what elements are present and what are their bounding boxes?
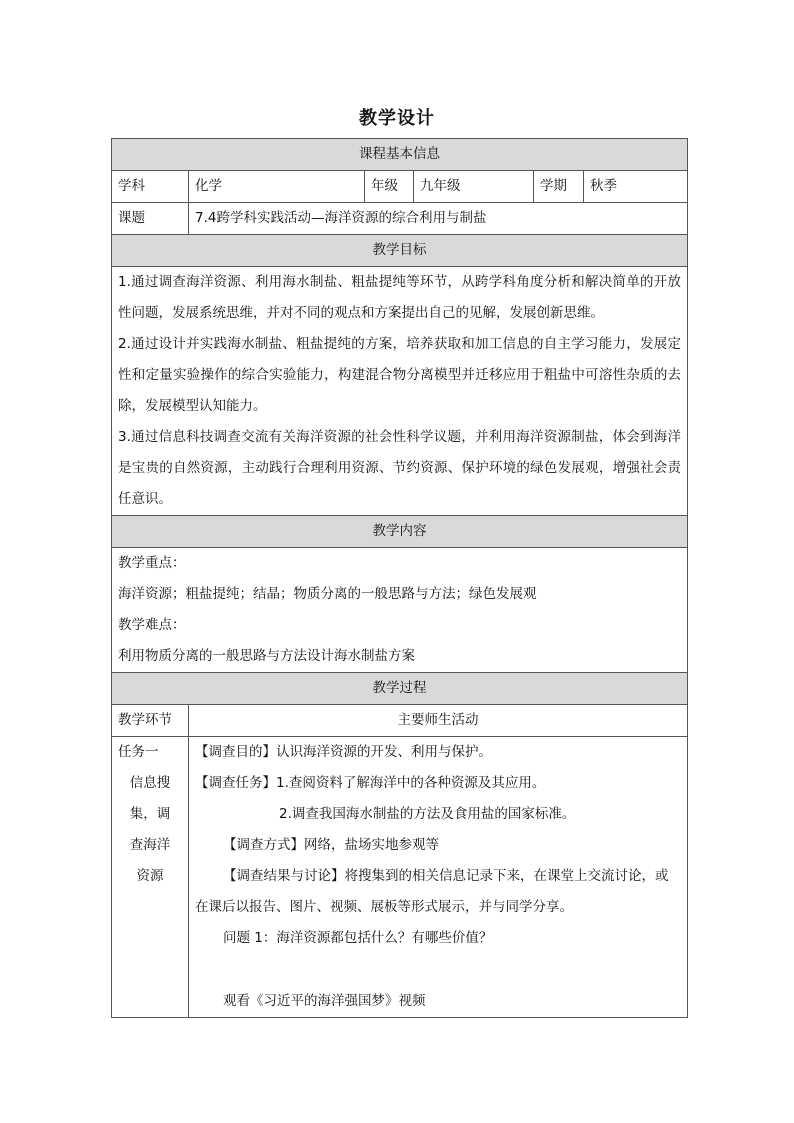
stage-name [118,737,182,892]
goal-item-1: 1.通过调查海洋资源、利用海水制盐、粗盐提纯等环节，从跨学科角度分析和解决简单的开放性问题，发展系统思维，并对不同的观点和方案提出自己的见解，发展创新思维。 [118,274,682,321]
topic-label: 课题 [112,203,189,235]
difficulty-text: 利用物质分离的一般思路与方法设计海水制盐方案 [118,648,415,664]
lesson-plan-table [111,138,688,1018]
subject-value: 化学 [189,171,365,203]
survey-purpose: 【调查目的】认识海洋资源的开发、利用与保护。 [195,744,492,760]
survey-result: 【调查结果与讨论】将搜集到的相关信息记录下来，在课堂上交流讨论，或在课后以报告、图片、视频、展板等形式展示，并与同学分享。 [195,868,669,915]
key-points-text: 海洋资源；粗盐提纯；结晶；物质分离的一般思路与方法；绿色发展观 [118,586,537,602]
key-points-label: 教学重点： [118,555,186,571]
difficulty-label: 教学难点： [118,617,186,633]
basic-info-header: 课程基本信息 [112,139,688,171]
video-note: 观看《习近平的海洋强国梦》视频 [223,993,426,1009]
activity-cell [189,737,688,1018]
goal-item-2: 2.通过设计并实践海水制盐、粗盐提纯的方案，培养获取和加工信息的自主学习能力，发展定性和定量实验操作的综合实验能力，构建混合物分离模型并迁移应用于粗盐中可溶性杂质的去除，发展模型认知能力。 [118,336,682,414]
goals-body [112,267,688,516]
process-col-activity: 主要师生活动 [189,705,688,737]
document-title: 教学设计 [359,108,435,129]
survey-method: 【调查方式】网络，盐场实地参观等 [223,837,439,853]
content-header: 教学内容 [112,516,688,548]
blank-space [195,954,681,986]
grade-label: 年级 [365,171,414,203]
stage-line: 任务一 [118,744,159,760]
survey-task-2: 2.调查我国海水制盐的方法及食用盐的国家标准。 [279,806,576,822]
topic-value: 7.4跨学科实践活动—海洋资源的综合利用与制盐 [189,203,688,235]
term-label: 学期 [534,171,584,203]
subject-label: 学科 [112,171,189,203]
process-col-stage: 教学环节 [112,705,189,737]
survey-task-1: 【调查任务】1.查阅资料了解海洋中的各种资源及其应用。 [195,775,546,791]
goal-item-3: 3.通过信息科技调查交流有关海洋资源的社会性科学议题，并利用海洋资源制盐，体会到海洋是宝贵的自然资源，主动践行合理利用资源、节约资源、保护环境的绿色发展观，增强社会责任意识。 [118,429,682,507]
stage-line: 查海洋 [129,837,171,853]
grade-value: 九年级 [414,171,534,203]
stage-line: 资源 [136,868,164,884]
goals-header: 教学目标 [112,235,688,267]
stage-line: 信息搜 [129,775,171,791]
stage-cell [112,737,189,1018]
term-value: 秋季 [584,171,688,203]
stage-line: 集，调 [129,806,171,822]
content-body [112,548,688,673]
process-header: 教学过程 [112,673,688,705]
question-1: 问题 1：海洋资源都包括什么？有哪些价值？ [223,930,493,946]
